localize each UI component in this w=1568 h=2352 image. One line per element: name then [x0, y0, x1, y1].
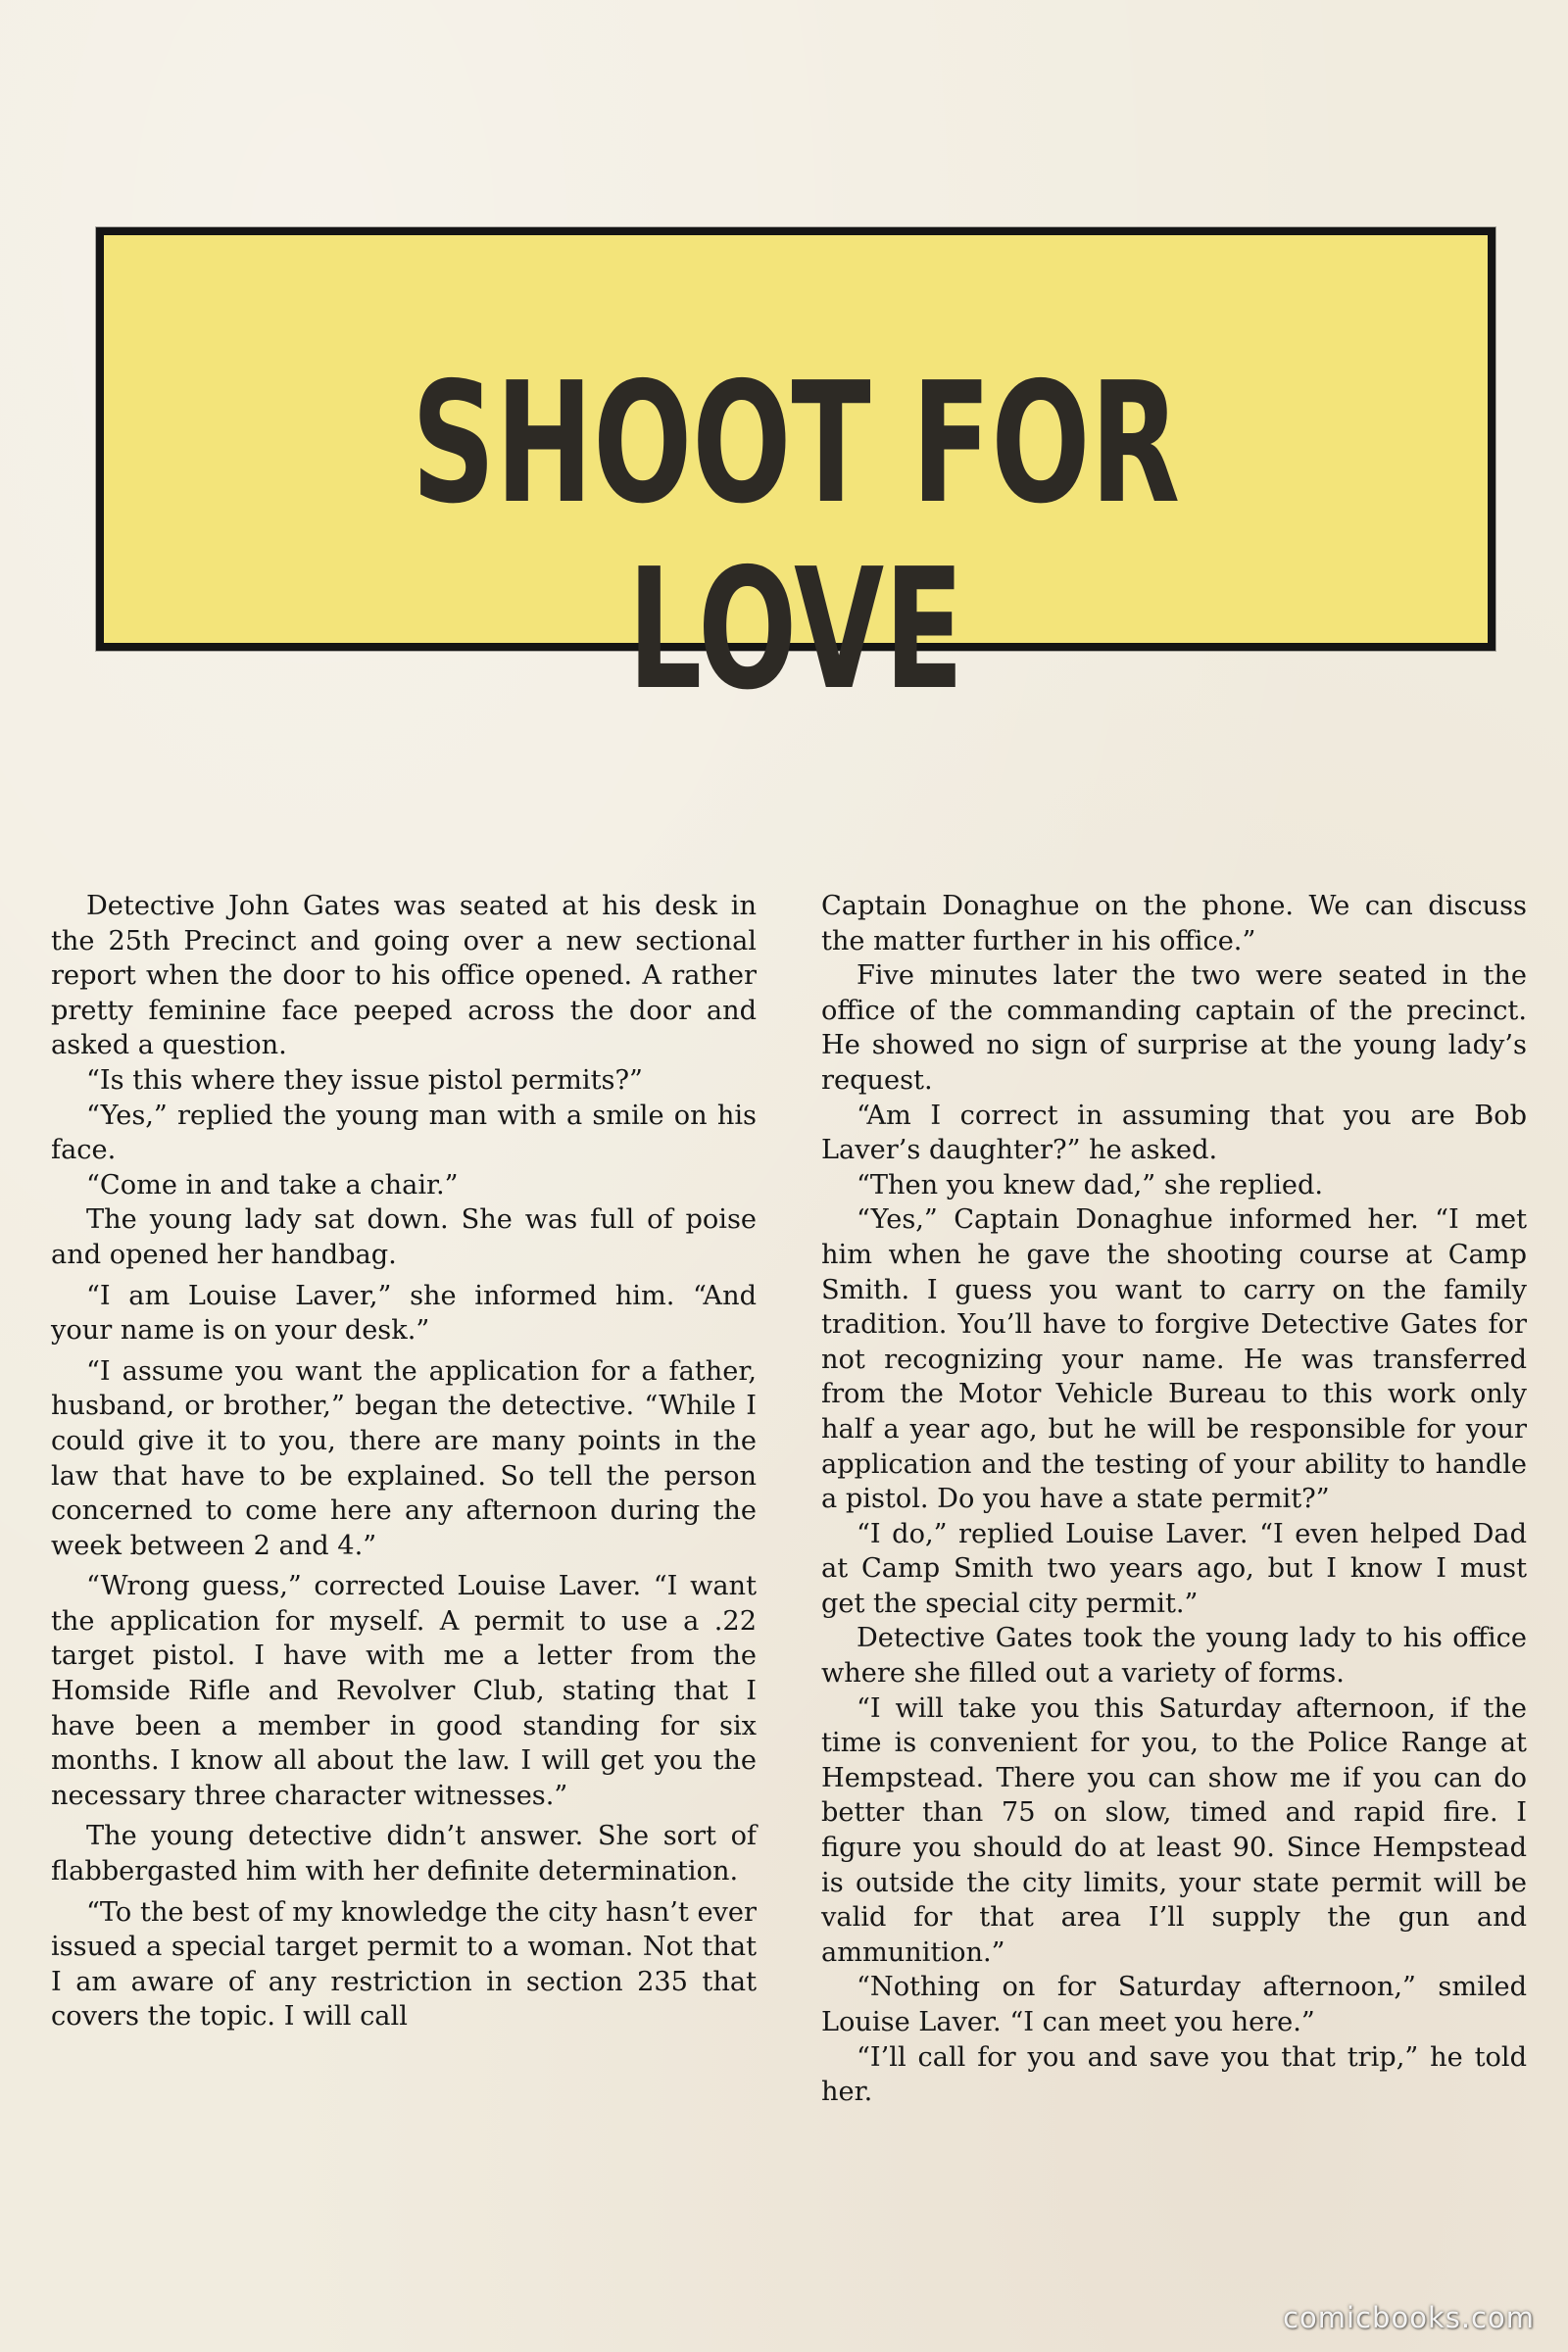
paragraph: “Nothing on for Saturday afternoon,” smiled Louise Laver. “I can meet you here.”	[821, 1972, 1527, 2037]
right-text-column	[821, 889, 1527, 2110]
paragraph: “I do,” replied Louise Laver. “I even helped Dad at Camp Smith two years ago, but I know I must get the special city permit.”	[821, 1518, 1527, 1619]
paragraph: “Wrong guess,” corrected Louise Laver. “I want the application for myself. A permit to use a .22 target pistol. I have with me a letter from the Homside Rifle and Revolver Club, stating that I have been a member in good standing for six months. I know all about the law. I will get you the necessary three character witnesses.”	[51, 1571, 757, 1811]
story-title: SHOOT FOR LOVE	[411, 347, 1181, 727]
paragraph: Five minutes later the two were seated in the office of the commanding captain of the precinct. He showed no sign of surprise at the young lady’s request.	[821, 960, 1527, 1096]
paragraph: “I will take you this Saturday afternoon, if the time is convenient for you, to the Police Range at Hempstead. There you can show me if you can do better than 75 on slow, timed and rapid fire. I figure you should do at least 90. Since Hempstead is outside the city limits, your state permit will be valid for that area I’ll supply the gun and ammunition.”	[821, 1692, 1527, 1968]
paragraph: “Am I correct in assuming that you are Bob Laver’s daughter?” he asked.	[821, 1100, 1527, 1166]
paragraph: “Come in and take a chair.”	[86, 1169, 459, 1200]
paragraph: “Yes,” Captain Donaghue informed her. “I met him when he gave the shooting course at Camp Smith. I guess you want to carry on the family tradition. You’ll have to forgive Detective Gates for not recognizing your name. He was transferred from the Motor Vehicle Bureau to this work only half a year ago, but he will be responsible for your application and the testing of your ability to handle a pistol. Do you have a state permit?”	[821, 1204, 1527, 1515]
watermark: comicbooks.com	[1283, 2301, 1535, 2334]
paragraph: “Is this where they issue pistol permits?”	[86, 1064, 643, 1096]
title-banner	[96, 227, 1495, 727]
paragraph: Captain Donaghue on the phone. We can discuss the matter further in his office.”	[821, 891, 1527, 956]
paragraph: “I’ll call for you and save you that trip,” he told her.	[821, 2041, 1527, 2108]
paragraph: “Yes,” replied the young man with a smile on his face.	[51, 1100, 757, 1166]
paragraph: “I assume you want the application for a father, husband, or brother,” began the detective. “While I could give it to you, there are many points in the law that have to be explained. So tell the person concerned to come here any afternoon during the week between 2 and 4.”	[51, 1355, 757, 1561]
paragraph: The young detective didn’t answer. She sort of flabbergasted him with her definite determination.	[51, 1821, 757, 1887]
paragraph: “Then you knew dad,” she replied.	[857, 1169, 1324, 1200]
paragraph: “To the best of my knowledge the city hasn’t ever issued a special target permit to a woman. Not that I am aware of any restriction in section 235 that covers the topic. I will call	[51, 1896, 757, 2033]
paragraph: Detective Gates took the young lady to his office where she filled out a variety of forms.	[821, 1623, 1527, 1690]
paragraph: “I am Louise Laver,” she informed him. “And your name is on your desk.”	[51, 1280, 757, 1347]
paragraph: Detective John Gates was seated at his desk in the 25th Precinct and going over a new sectional report when the door to his office opened. A rather pretty feminine face peeped across the door and asked a question.	[51, 891, 757, 1061]
left-text-column	[51, 889, 757, 2034]
paragraph: The young lady sat down. She was full of poise and opened her handbag.	[51, 1204, 757, 1270]
